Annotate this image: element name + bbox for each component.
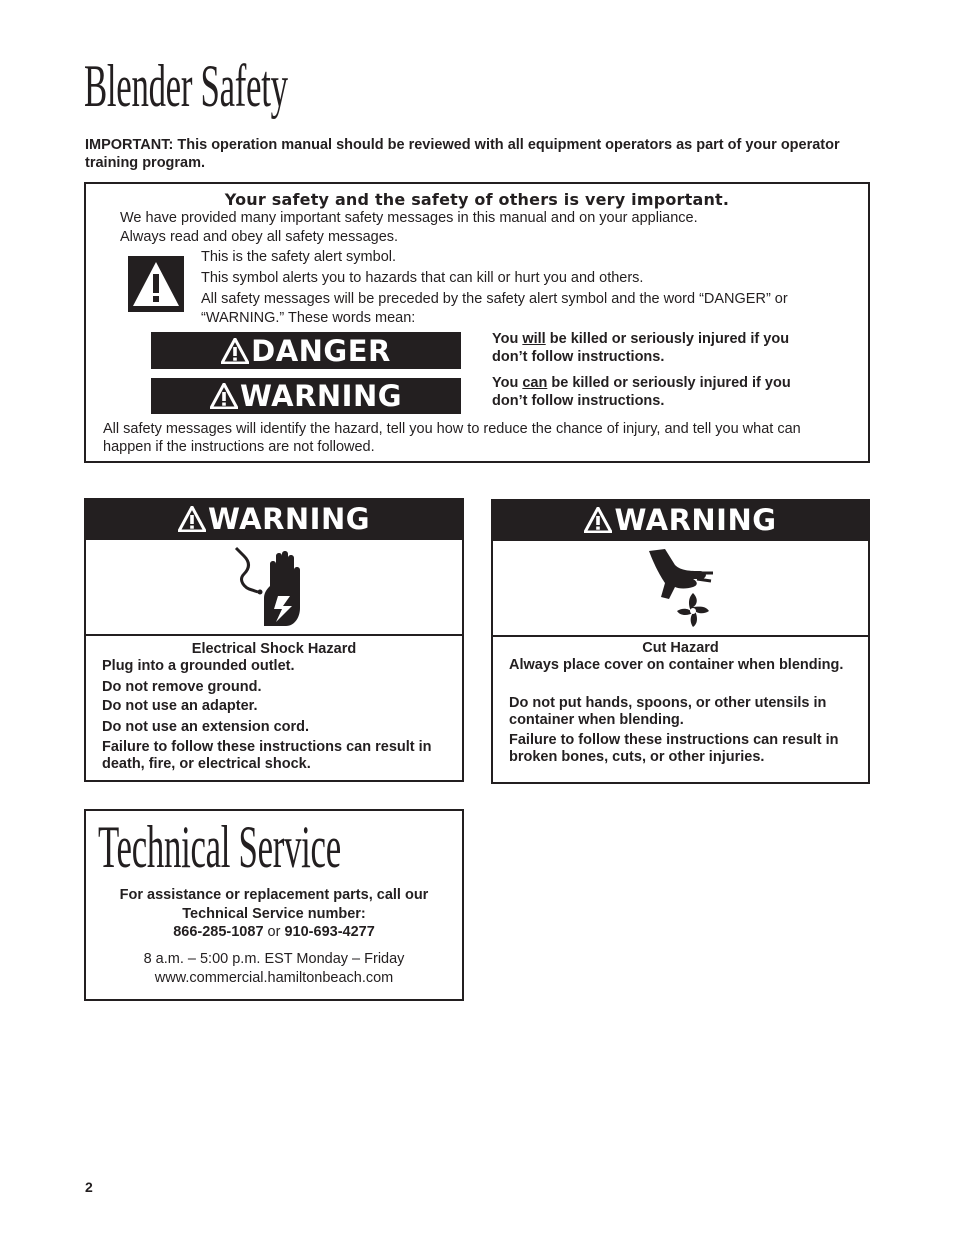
warning-signal-bar bbox=[151, 378, 461, 414]
technical-service-box bbox=[84, 809, 464, 1001]
alert-line-3: All safety messages will be preceded by the safety alert symbol and the word “DANGER” or “WARNING.” These words mean: bbox=[201, 291, 788, 326]
electrical-line-1: Plug into a grounded outlet. bbox=[102, 658, 295, 674]
cut-warning-header bbox=[493, 501, 868, 539]
danger-label: DANGER bbox=[251, 333, 391, 368]
warning-label: WARNING bbox=[239, 379, 403, 413]
page-title: Blender Safety bbox=[84, 53, 288, 119]
electrical-alert-icon bbox=[178, 506, 206, 532]
electrical-line-5: Failure to follow these instructions can result in death, fire, or electrical shock. bbox=[102, 739, 432, 772]
safety-heading: Your safety and the safety of others is very important. bbox=[224, 190, 730, 209]
safety-footer: All safety messages will identify the hazard, tell you how to reduce the chance of injury, and tell you what can happen if the instructions are not followed. bbox=[103, 421, 801, 455]
danger-desc-key: will bbox=[522, 331, 546, 347]
tech-line-1: For assistance or replacement parts, call our bbox=[119, 887, 429, 903]
danger-desc-post: be killed or seriously injured if you don’t follow instructions. bbox=[492, 331, 790, 365]
phone-1[interactable]: 866-285-1087 bbox=[173, 924, 264, 940]
danger-signal-bar bbox=[151, 332, 461, 369]
warning-desc-pre: You bbox=[492, 375, 519, 391]
cut-line-2: Do not put hands, spoons, or other utensils in container when blending. bbox=[509, 695, 827, 728]
safety-intro-1: We have provided many important safety messages in this manual and on your appliance. bbox=[120, 210, 698, 226]
cut-line-1: Always place cover on container when blending. bbox=[509, 657, 844, 673]
electrical-line-3: Do not use an adapter. bbox=[102, 698, 258, 714]
alert-line-2: This symbol alerts you to hazards that can kill or hurt you and others. bbox=[201, 270, 644, 286]
electrical-line-2: Do not remove ground. bbox=[102, 679, 262, 695]
warning-desc-post: be killed or seriously injured if you don’t follow instructions. bbox=[492, 375, 791, 409]
technical-service-title: Technical Service bbox=[98, 814, 341, 880]
phone-2[interactable]: 910-693-4277 bbox=[284, 924, 375, 940]
safety-intro-2: Always read and obey all safety messages. bbox=[120, 229, 399, 245]
cut-line-3: Failure to follow these instructions can result in broken bones, cuts, or other injuries. bbox=[509, 732, 839, 765]
electrical-warning-box bbox=[84, 498, 464, 782]
cut-alert-icon bbox=[584, 507, 612, 533]
electrical-hazard-title: Electrical Shock Hazard bbox=[191, 641, 357, 657]
phone-or: or bbox=[267, 924, 281, 940]
danger-alert-icon bbox=[221, 338, 249, 364]
alert-line-1: This is the safety alert symbol. bbox=[201, 249, 397, 265]
electrical-picture-area bbox=[86, 538, 462, 636]
tech-hours: 8 a.m. – 5:00 p.m. EST Monday – Friday bbox=[143, 951, 405, 967]
danger-description bbox=[492, 330, 812, 366]
danger-desc-pre: You bbox=[492, 331, 519, 347]
safety-alert-icon bbox=[128, 256, 184, 312]
electrical-line-4: Do not use an extension cord. bbox=[102, 719, 310, 735]
tech-website-link[interactable]: www.commercial.hamiltonbeach.com bbox=[154, 970, 394, 986]
cut-hazard-blade-icon bbox=[643, 547, 723, 631]
cut-warning-box bbox=[491, 499, 870, 784]
safety-info-box bbox=[84, 182, 870, 463]
electrical-warning-header bbox=[86, 500, 462, 538]
cut-picture-area bbox=[493, 539, 868, 637]
tech-phones bbox=[86, 923, 462, 941]
important-note: IMPORTANT: This operation manual should be reviewed with all equipment operators as part of your operator training program. bbox=[85, 137, 840, 171]
tech-line-2: Technical Service number: bbox=[182, 906, 366, 922]
warning-description bbox=[492, 374, 812, 410]
warning-desc-key: can bbox=[522, 375, 548, 391]
electrical-shock-hand-icon bbox=[228, 546, 308, 630]
electrical-warning-label: WARNING bbox=[207, 502, 371, 536]
cut-warning-label: WARNING bbox=[614, 503, 777, 537]
cut-hazard-title: Cut Hazard bbox=[642, 640, 719, 656]
warning-alert-icon bbox=[210, 383, 238, 409]
page-number: 2 bbox=[85, 1179, 93, 1195]
